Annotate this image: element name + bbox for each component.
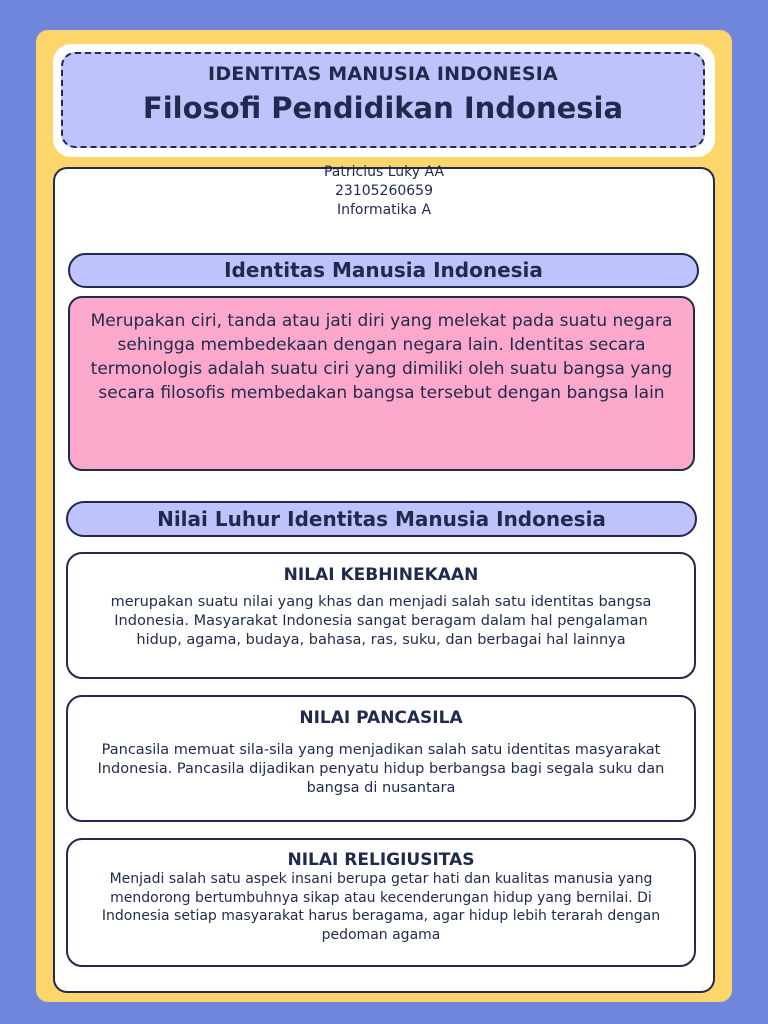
header-kicker: IDENTITAS MANUSIA INDONESIA xyxy=(208,63,558,85)
page-title: Filosofi Pendidikan Indonesia xyxy=(142,91,624,125)
card-kebhinekaan xyxy=(66,552,696,679)
card-body: merupakan suatu nilai yang khas dan menjadi salah satu identitas bangsa Indonesia. Masyarakat Indonesia sangat beragam dalam hal pengalaman hidup, agama, budaya, bahasa, ras, suku, dan berbagai hal lainnya xyxy=(110,594,652,648)
card-religiusitas xyxy=(66,838,696,967)
card-pancasila xyxy=(66,695,696,822)
header-box xyxy=(61,52,705,148)
definition-box: Merupakan ciri, tanda atau jati diri yang melekat pada suatu negara sehingga membedekaan dengan negara lain. Identitas secara termonologis adalah suatu ciri yang dimiliki oleh suatu bangsa yang secara filosofis membedakan bangsa tersebut dengan bangsa lain xyxy=(68,296,695,471)
section-heading-nilai-luhur: Nilai Luhur Identitas Manusia Indonesia xyxy=(66,501,697,537)
author-name: Patricius Luky AA xyxy=(323,164,445,180)
author-class: Informatika A xyxy=(336,202,432,218)
section-heading-identitas: Identitas Manusia Indonesia xyxy=(68,253,699,288)
card-title: NILAI KEBHINEKAAN xyxy=(283,565,479,585)
card-title: NILAI RELIGIUSITAS xyxy=(287,850,475,870)
author-block xyxy=(0,163,768,220)
author-id: 23105260659 xyxy=(335,183,433,199)
card-body: Menjadi salah satu aspek insani berupa getar hati dan kualitas manusia yang mendorong bertumbuhnya sikap atau kecenderungan hidup yang bernilai. Di Indonesia setiap masyarakat harus beragama, agar hidup lebih terarah dengan pedoman agama xyxy=(101,871,661,943)
card-body: Pancasila memuat sila-sila yang menjadikan salah satu identitas masyarakat Indonesia. Pancasila dijadikan penyatu hidup berbangsa bagi segala suku dan bangsa di nusantara xyxy=(97,742,665,796)
card-title: NILAI PANCASILA xyxy=(299,708,463,728)
